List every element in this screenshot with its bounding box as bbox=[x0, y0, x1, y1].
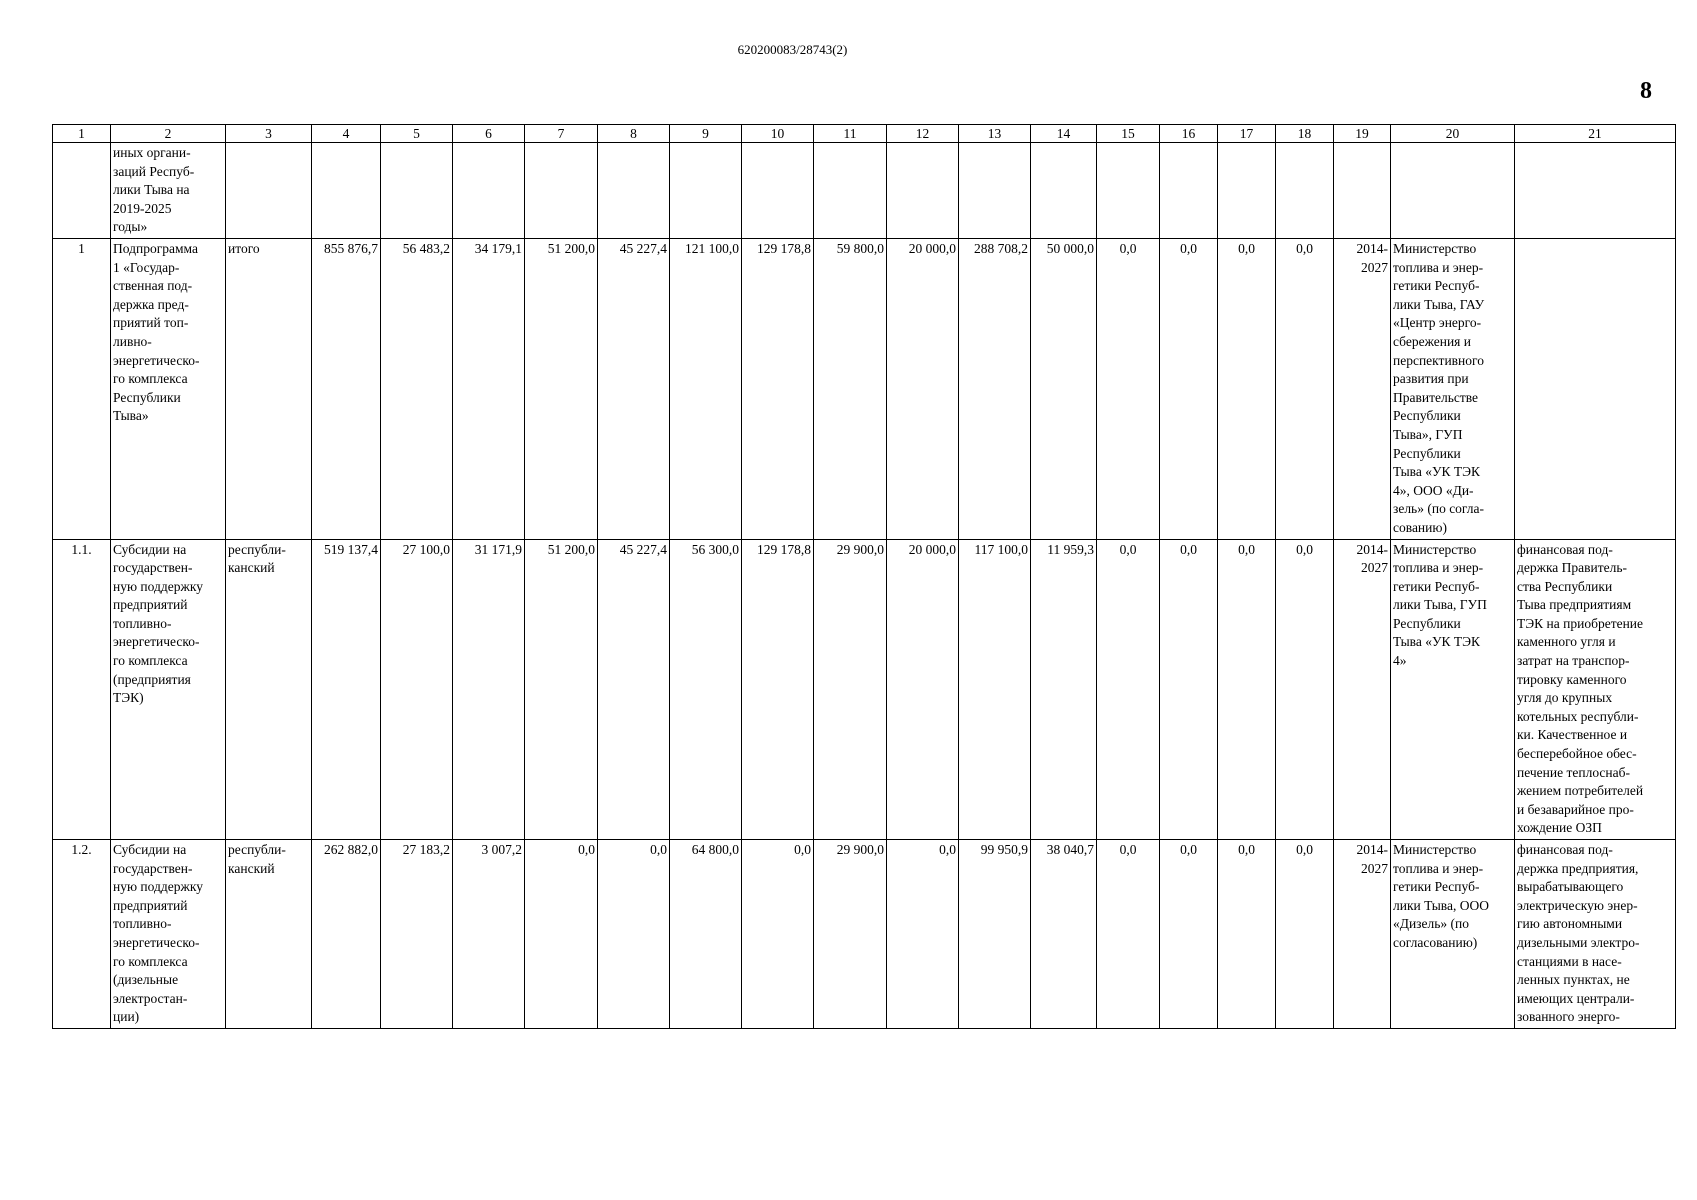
column-number-8: 8 bbox=[598, 125, 670, 143]
row-name: Субсидии на государствен- ную поддержку предприятий топливно- энергетическо- го комплекса (предприятия ТЭК) bbox=[111, 539, 226, 840]
value-col-7: 51 200,0 bbox=[525, 239, 598, 540]
column-number-17: 17 bbox=[1218, 125, 1276, 143]
value-col-18: 0,0 bbox=[1276, 840, 1334, 1029]
value-col-6: 3 007,2 bbox=[453, 840, 525, 1029]
period: 2014- 2027 bbox=[1334, 840, 1391, 1029]
value-col-4: 262 882,0 bbox=[312, 840, 381, 1029]
value-col-8: 45 227,4 bbox=[598, 539, 670, 840]
value-col-8 bbox=[598, 143, 670, 239]
value-col-6: 31 171,9 bbox=[453, 539, 525, 840]
value-col-12 bbox=[887, 143, 959, 239]
column-number-21: 21 bbox=[1515, 125, 1676, 143]
column-number-10: 10 bbox=[742, 125, 814, 143]
value-col-8: 45 227,4 bbox=[598, 239, 670, 540]
column-number-11: 11 bbox=[814, 125, 887, 143]
row-name: Подпрограмма 1 «Государ- ственная под- держка пред- приятий топ- ливно- энергетическо- го комплекса Республики Тыва» bbox=[111, 239, 226, 540]
responsible-executors: Министерство топлива и энер- гетики Респуб- лики Тыва, ГАУ «Центр энерго- сбережения и перспективного развития при Правительстве Республики Тыва», ГУП Республики Тыва «УК ТЭК 4», ООО «Ди- зель» (по согла- сованию) bbox=[1391, 239, 1515, 540]
value-col-12: 20 000,0 bbox=[887, 539, 959, 840]
table-row bbox=[53, 840, 1676, 1029]
row-number bbox=[53, 143, 111, 239]
value-col-15 bbox=[1097, 143, 1160, 239]
value-col-11: 59 800,0 bbox=[814, 239, 887, 540]
period bbox=[1334, 143, 1391, 239]
value-col-13: 288 708,2 bbox=[959, 239, 1031, 540]
value-col-14: 38 040,7 bbox=[1031, 840, 1097, 1029]
value-col-15: 0,0 bbox=[1097, 539, 1160, 840]
value-col-10: 129 178,8 bbox=[742, 539, 814, 840]
value-col-5: 27 183,2 bbox=[381, 840, 453, 1029]
page-number: 8 bbox=[1640, 78, 1652, 104]
value-col-10: 0,0 bbox=[742, 840, 814, 1029]
expected-result bbox=[1515, 143, 1676, 239]
funding-source: итого bbox=[226, 239, 312, 540]
value-col-10: 129 178,8 bbox=[742, 239, 814, 540]
value-col-5: 27 100,0 bbox=[381, 539, 453, 840]
column-number-1: 1 bbox=[53, 125, 111, 143]
period: 2014- 2027 bbox=[1334, 239, 1391, 540]
value-col-11 bbox=[814, 143, 887, 239]
value-col-11: 29 900,0 bbox=[814, 840, 887, 1029]
responsible-executors bbox=[1391, 143, 1515, 239]
responsible-executors: Министерство топлива и энер- гетики Респуб- лики Тыва, ООО «Дизель» (по согласованию) bbox=[1391, 840, 1515, 1029]
column-number-18: 18 bbox=[1276, 125, 1334, 143]
column-number-6: 6 bbox=[453, 125, 525, 143]
value-col-13: 117 100,0 bbox=[959, 539, 1031, 840]
value-col-18: 0,0 bbox=[1276, 239, 1334, 540]
value-col-4: 855 876,7 bbox=[312, 239, 381, 540]
expected-result: финансовая под- держка Правитель- ства Республики Тыва предприятиям ТЭК на приобретение каменного угля и затрат на транспор- тировку каменного угля до крупных котельных республи- ки. Качественное и бесперебойное обес- печение теплоснаб- жением потребителей и безаварийное про- хождение ОЗП bbox=[1515, 539, 1676, 840]
value-col-12: 20 000,0 bbox=[887, 239, 959, 540]
value-col-16: 0,0 bbox=[1160, 840, 1218, 1029]
value-col-13 bbox=[959, 143, 1031, 239]
value-col-15: 0,0 bbox=[1097, 840, 1160, 1029]
column-number-2: 2 bbox=[111, 125, 226, 143]
row-number: 1.1. bbox=[53, 539, 111, 840]
value-col-18 bbox=[1276, 143, 1334, 239]
value-col-4 bbox=[312, 143, 381, 239]
value-col-17: 0,0 bbox=[1218, 539, 1276, 840]
expected-result: финансовая под- держка предприятия, вырабатывающего электрическую энер- гию автономными дизельными электро- станциями в насе- ленных пунктах, не имеющих централи- зованного энерго- bbox=[1515, 840, 1676, 1029]
value-col-6: 34 179,1 bbox=[453, 239, 525, 540]
budget-table bbox=[52, 124, 1676, 1029]
column-number-16: 16 bbox=[1160, 125, 1218, 143]
period: 2014- 2027 bbox=[1334, 539, 1391, 840]
document-id: 620200083/28743(2) bbox=[737, 42, 848, 57]
value-col-15: 0,0 bbox=[1097, 239, 1160, 540]
responsible-executors: Министерство топлива и энер- гетики Респуб- лики Тыва, ГУП Республики Тыва «УК ТЭК 4» bbox=[1391, 539, 1515, 840]
value-col-7: 51 200,0 bbox=[525, 539, 598, 840]
value-col-6 bbox=[453, 143, 525, 239]
expected-result bbox=[1515, 239, 1676, 540]
table-body bbox=[53, 125, 1676, 1029]
value-col-9: 121 100,0 bbox=[670, 239, 742, 540]
funding-source: республи- канский bbox=[226, 840, 312, 1029]
row-number: 1 bbox=[53, 239, 111, 540]
value-col-11: 29 900,0 bbox=[814, 539, 887, 840]
table-row bbox=[53, 143, 1676, 239]
column-number-19: 19 bbox=[1334, 125, 1391, 143]
row-number: 1.2. bbox=[53, 840, 111, 1029]
column-number-15: 15 bbox=[1097, 125, 1160, 143]
value-col-7 bbox=[525, 143, 598, 239]
value-col-5: 56 483,2 bbox=[381, 239, 453, 540]
funding-source bbox=[226, 143, 312, 239]
value-col-4: 519 137,4 bbox=[312, 539, 381, 840]
column-number-3: 3 bbox=[226, 125, 312, 143]
value-col-14 bbox=[1031, 143, 1097, 239]
column-number-9: 9 bbox=[670, 125, 742, 143]
column-number-14: 14 bbox=[1031, 125, 1097, 143]
value-col-9: 64 800,0 bbox=[670, 840, 742, 1029]
value-col-13: 99 950,9 bbox=[959, 840, 1031, 1029]
value-col-10 bbox=[742, 143, 814, 239]
table-row bbox=[53, 239, 1676, 540]
table-row bbox=[53, 539, 1676, 840]
value-col-18: 0,0 bbox=[1276, 539, 1334, 840]
value-col-8: 0,0 bbox=[598, 840, 670, 1029]
value-col-16 bbox=[1160, 143, 1218, 239]
value-col-16: 0,0 bbox=[1160, 239, 1218, 540]
column-number-5: 5 bbox=[381, 125, 453, 143]
column-number-7: 7 bbox=[525, 125, 598, 143]
value-col-5 bbox=[381, 143, 453, 239]
column-number-12: 12 bbox=[887, 125, 959, 143]
row-name: Субсидии на государствен- ную поддержку предприятий топливно- энергетическо- го комплекса (дизельные электростан- ции) bbox=[111, 840, 226, 1029]
row-name: иных органи- заций Респуб- лики Тыва на 2019-2025 годы» bbox=[111, 143, 226, 239]
column-number-row bbox=[53, 125, 1676, 143]
value-col-16: 0,0 bbox=[1160, 539, 1218, 840]
value-col-9: 56 300,0 bbox=[670, 539, 742, 840]
funding-source: республи- канский bbox=[226, 539, 312, 840]
value-col-17 bbox=[1218, 143, 1276, 239]
value-col-9 bbox=[670, 143, 742, 239]
value-col-14: 50 000,0 bbox=[1031, 239, 1097, 540]
column-number-13: 13 bbox=[959, 125, 1031, 143]
value-col-17: 0,0 bbox=[1218, 239, 1276, 540]
value-col-14: 11 959,3 bbox=[1031, 539, 1097, 840]
column-number-4: 4 bbox=[312, 125, 381, 143]
value-col-12: 0,0 bbox=[887, 840, 959, 1029]
value-col-17: 0,0 bbox=[1218, 840, 1276, 1029]
value-col-7: 0,0 bbox=[525, 840, 598, 1029]
column-number-20: 20 bbox=[1391, 125, 1515, 143]
